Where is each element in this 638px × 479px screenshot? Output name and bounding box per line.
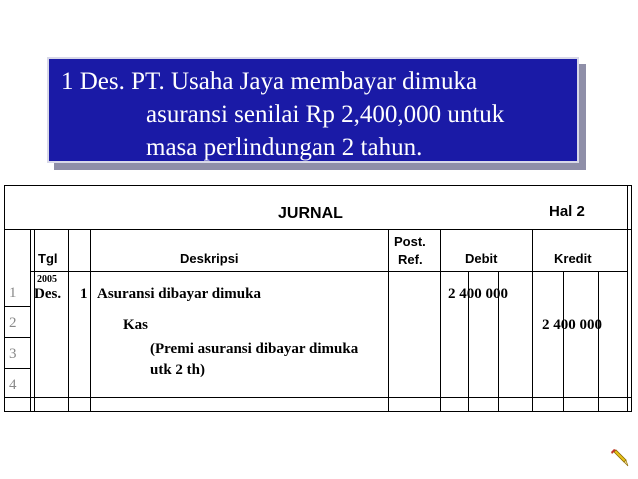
frame-right-inner bbox=[627, 185, 628, 412]
header-post: Post. bbox=[394, 234, 426, 249]
row-sep-2-left bbox=[4, 337, 30, 338]
banner-line-2: asuransi senilai Rp 2,400,000 untuk bbox=[146, 101, 505, 128]
credit-amount: 2 400 000 bbox=[542, 317, 602, 333]
header-deskripsi: Deskripsi bbox=[180, 251, 239, 266]
frame-bottom bbox=[4, 411, 632, 412]
row-number-4: 4 bbox=[9, 377, 17, 393]
debit-amount: 2 400 000 bbox=[448, 286, 508, 302]
credit-account: Kas bbox=[123, 317, 149, 333]
row-sep-3-left bbox=[4, 368, 30, 369]
row-sep-bottom bbox=[4, 397, 632, 398]
header-ref: Ref. bbox=[398, 252, 423, 267]
header-separator bbox=[30, 271, 627, 272]
header-debit: Debit bbox=[465, 251, 498, 266]
frame-right bbox=[631, 185, 632, 412]
col-line-j bbox=[563, 271, 564, 412]
row-number-1: 1 bbox=[9, 285, 17, 301]
col-line-c bbox=[68, 229, 69, 412]
col-line-f bbox=[440, 229, 441, 412]
frame-left bbox=[4, 185, 5, 412]
debit-account: Asuransi dibayar dimuka bbox=[97, 286, 261, 302]
banner-line-1: 1 Des. PT. Usaha Jaya membayar dimuka bbox=[61, 68, 478, 95]
row-number-2: 2 bbox=[9, 315, 17, 331]
journal-title: JURNAL bbox=[278, 205, 343, 222]
page-number: Hal 2 bbox=[549, 203, 585, 220]
col-line-a bbox=[30, 229, 31, 412]
journal-table bbox=[4, 185, 632, 412]
problem-banner bbox=[47, 57, 579, 163]
entry-day: 1 bbox=[80, 286, 88, 302]
year-label: 2005 bbox=[37, 274, 57, 285]
row-number-3: 3 bbox=[9, 346, 17, 362]
note-line-1: (Premi asuransi dibayar dimuka bbox=[150, 341, 359, 357]
col-line-i bbox=[532, 229, 533, 412]
row-sep-1-left bbox=[4, 306, 30, 307]
col-line-d bbox=[90, 229, 91, 412]
header-kredit: Kredit bbox=[554, 251, 592, 266]
pencil-icon bbox=[611, 449, 629, 467]
col-line-b bbox=[34, 229, 35, 412]
banner-line-3: masa perlindungan 2 tahun. bbox=[146, 134, 423, 161]
title-separator bbox=[4, 229, 632, 230]
header-tgl: Tgl bbox=[38, 251, 58, 266]
note-line-2: utk 2 th) bbox=[150, 362, 206, 378]
col-line-e bbox=[388, 229, 389, 412]
frame-top bbox=[4, 185, 632, 186]
col-line-k bbox=[598, 271, 599, 412]
entry-month: Des. bbox=[34, 286, 62, 302]
